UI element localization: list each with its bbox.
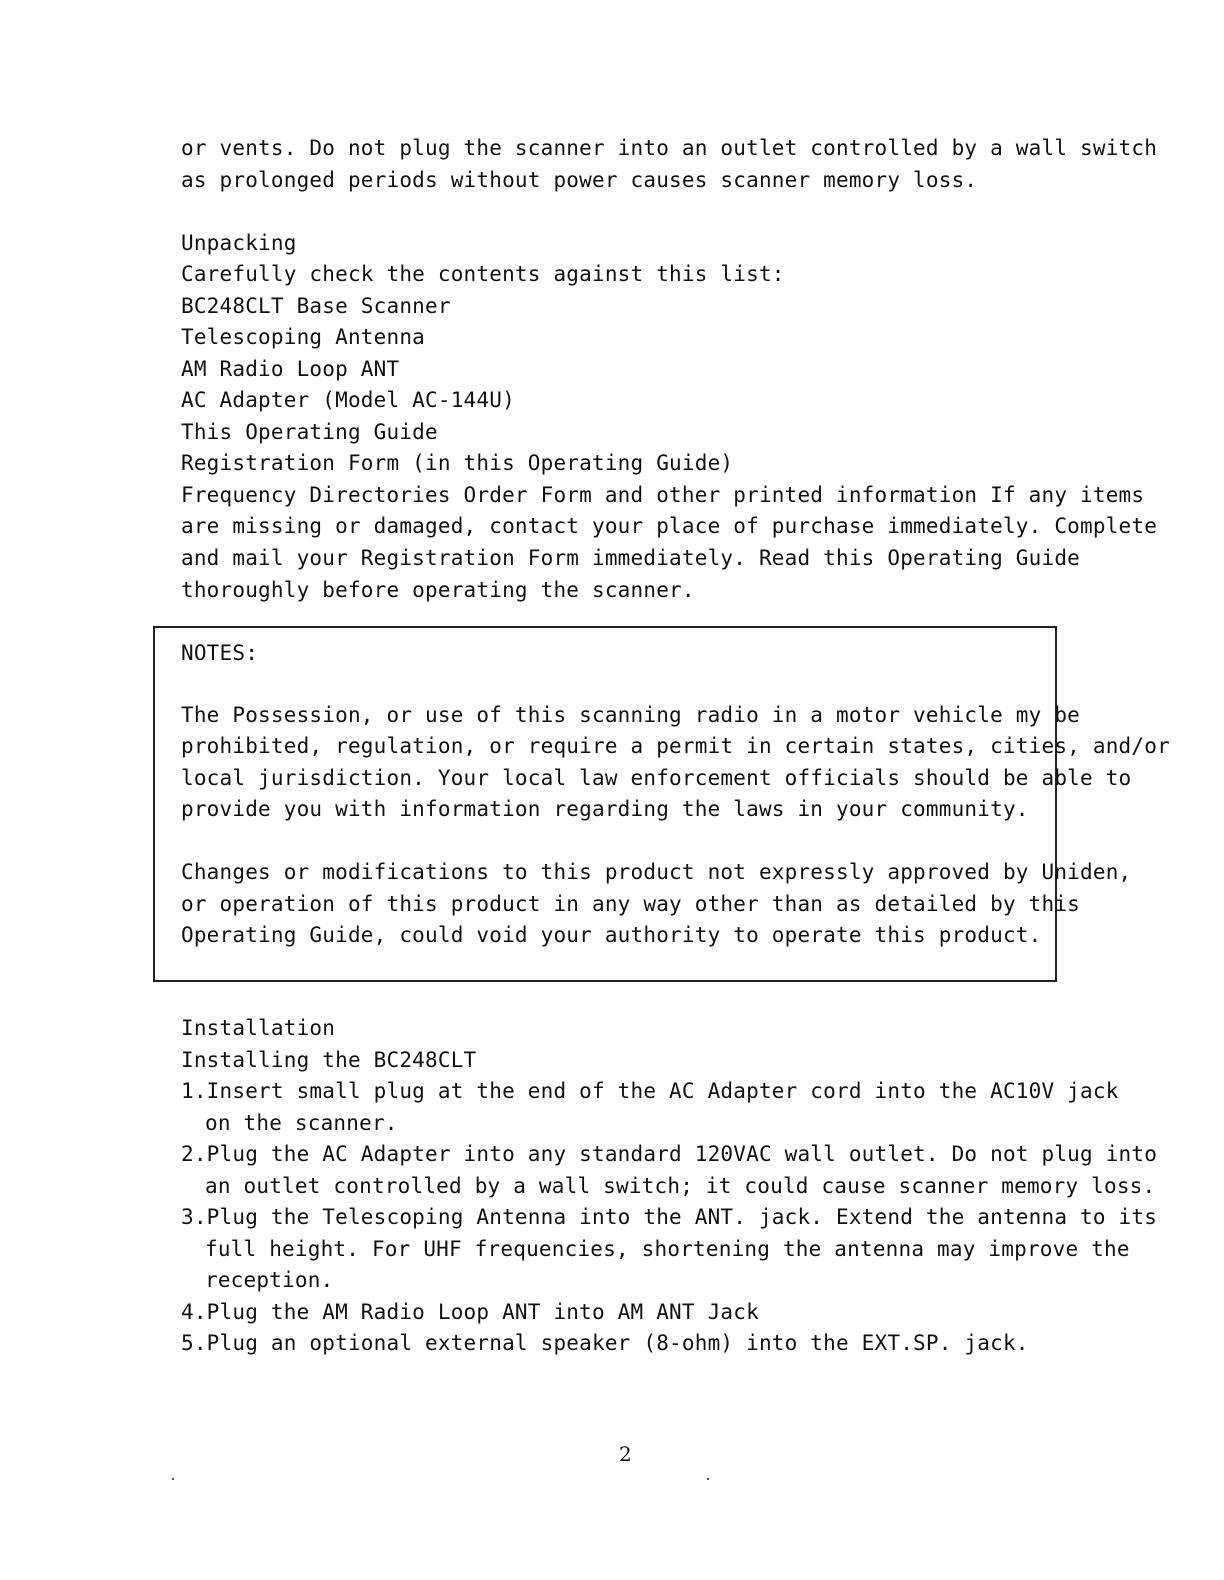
- unpacking-paragraph-line: thoroughly before operating the scanner.: [181, 578, 695, 602]
- installation-step: 5.Plug an optional external speaker (8-ohm) into the EXT.SP. jack.: [181, 1331, 1029, 1355]
- unpacking-item: BC248CLT Base Scanner: [181, 294, 451, 318]
- installation-step: 4.Plug the AM Radio Loop ANT into AM ANT Jack: [181, 1300, 759, 1324]
- notes-paragraph-line: prohibited, regulation, or require a permit in certain states, cities, and/or: [181, 734, 1170, 758]
- installation-step-continuation: on the scanner.: [205, 1111, 398, 1135]
- installation-heading: Installation: [181, 1016, 336, 1040]
- unpacking-paragraph-line: and mail your Registration Form immediately. Read this Operating Guide: [181, 546, 1081, 570]
- scan-speck: [707, 1478, 709, 1480]
- notes-paragraph-line: Changes or modifications to this product not expressly approved by Uniden,: [181, 860, 1132, 884]
- unpacking-item: AM Radio Loop ANT: [181, 357, 400, 381]
- installation-step: 3.Plug the Telescoping Antenna into the ANT. jack. Extend the antenna to its: [181, 1205, 1158, 1229]
- notes-paragraph-line: local jurisdiction. Your local law enforcement officials should be able to: [181, 766, 1132, 790]
- installation-step: 2.Plug the AC Adapter into any standard 120VAC wall outlet. Do not plug into: [181, 1142, 1158, 1166]
- intro-line: or vents. Do not plug the scanner into an outlet controlled by a wall switch: [181, 136, 1158, 160]
- installation-step: 1.Insert small plug at the end of the AC Adapter cord into the AC10V jack: [181, 1079, 1119, 1103]
- installation-step-continuation: an outlet controlled by a wall switch; it could cause scanner memory loss.: [205, 1174, 1156, 1198]
- unpacking-item: This Operating Guide: [181, 420, 438, 444]
- unpacking-intro: Carefully check the contents against this list:: [181, 262, 785, 286]
- page-number: 2: [619, 1442, 632, 1466]
- unpacking-item: Telescoping Antenna: [181, 325, 426, 349]
- installation-subheading: Installing the BC248CLT: [181, 1048, 477, 1072]
- installation-step-continuation: reception.: [205, 1268, 334, 1292]
- notes-paragraph-line: Operating Guide, could void your authority to operate this product.: [181, 923, 1042, 947]
- unpacking-paragraph-line: are missing or damaged, contact your place of purchase immediately. Complete: [181, 514, 1158, 538]
- intro-line: as prolonged periods without power causes scanner memory loss.: [181, 168, 978, 192]
- unpacking-item: AC Adapter (Model AC-144U): [181, 388, 515, 412]
- scan-speck: [172, 1478, 174, 1480]
- notes-paragraph-line: The Possession, or use of this scanning radio in a motor vehicle my be: [181, 703, 1081, 727]
- notes-paragraph-line: provide you with information regarding the laws in your community.: [181, 797, 1029, 821]
- unpacking-paragraph-line: Frequency Directories Order Form and other printed information If any items: [181, 483, 1145, 507]
- installation-step-continuation: full height. For UHF frequencies, shortening the antenna may improve the: [205, 1237, 1130, 1261]
- notes-paragraph-line: or operation of this product in any way other than as detailed by this: [181, 892, 1081, 916]
- unpacking-heading: Unpacking: [181, 231, 297, 255]
- unpacking-item: Registration Form (in this Operating Guide): [181, 451, 734, 475]
- notes-heading: NOTES:: [181, 641, 259, 665]
